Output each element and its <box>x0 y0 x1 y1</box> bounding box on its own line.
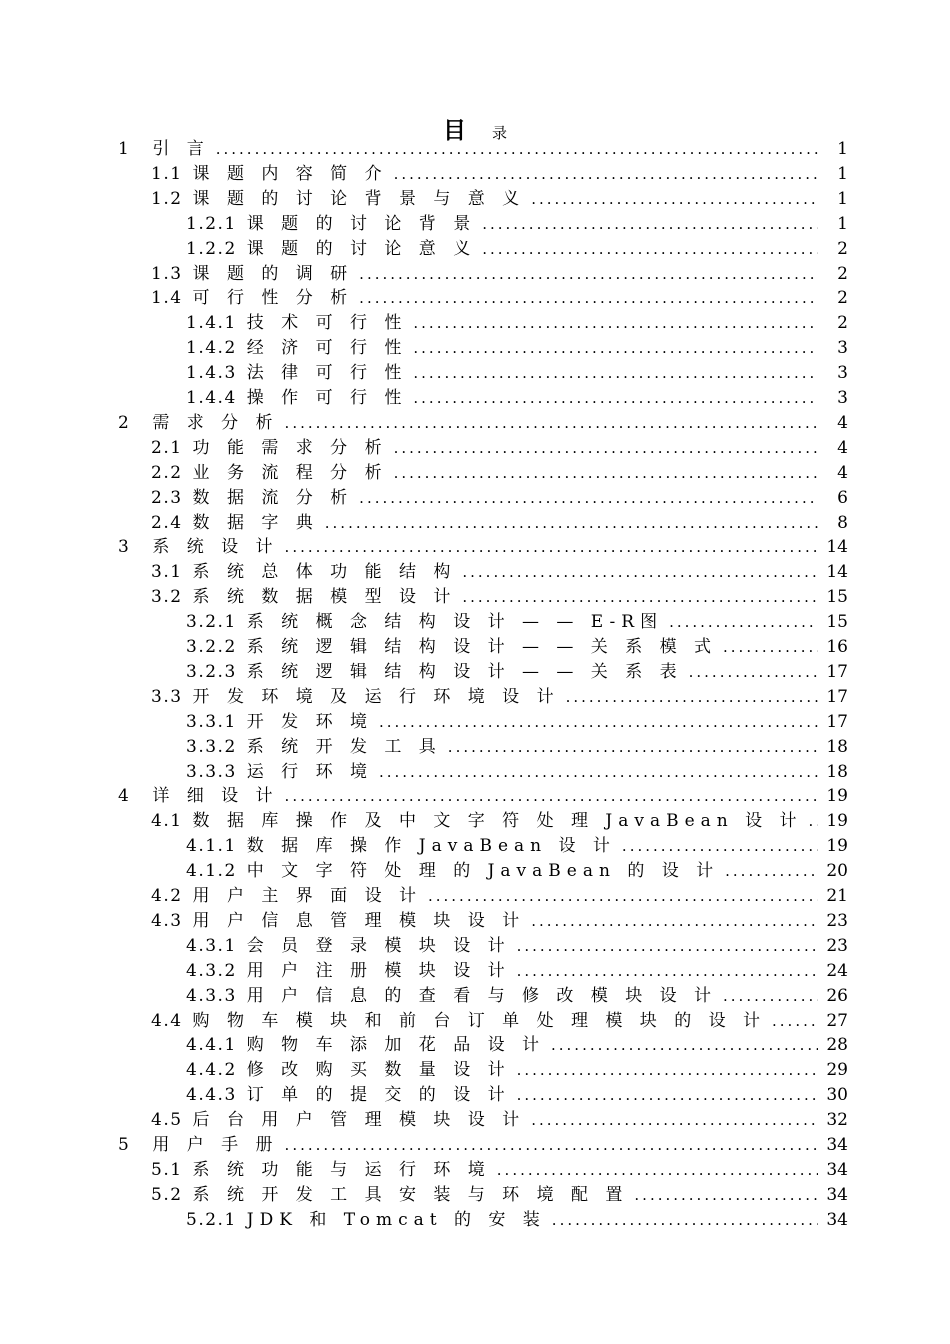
toc-entry[interactable] <box>186 660 848 685</box>
toc-entry-number: 2.4 <box>151 512 183 533</box>
toc-entry-title: 系 统 开 发 工 具 <box>246 736 442 757</box>
toc-entry-title: 数 据 库 操 作 JavaBean 设 计 <box>246 836 616 857</box>
toc-entry[interactable] <box>186 1083 848 1108</box>
toc-leader-dots <box>325 511 818 536</box>
toc-entry-page: 17 <box>826 661 848 682</box>
toc-leader-dots <box>462 585 818 610</box>
toc-entry-page: 17 <box>826 686 848 707</box>
toc-entry[interactable] <box>151 1183 848 1208</box>
toc-entry-number: 2 <box>118 412 131 433</box>
toc-leader-dots <box>379 760 818 785</box>
toc-entry-title: 系 统 功 能 与 运 行 环 境 <box>192 1159 491 1180</box>
toc-entry[interactable] <box>186 311 848 336</box>
toc-entry-number: 1.4.4 <box>186 388 237 408</box>
toc-entry-number: 4.4.3 <box>186 1085 237 1106</box>
toc-entry-number: 3.3 <box>151 686 183 707</box>
toc-entry-number: 4.1.1 <box>186 836 237 857</box>
toc-entry-number: 4.3.2 <box>186 960 237 981</box>
toc-leader-dots <box>531 187 818 212</box>
toc-entry-page: 15 <box>826 587 848 608</box>
toc-entry-title: 系 统 设 计 <box>152 537 279 558</box>
toc-entry[interactable] <box>151 486 848 511</box>
toc-entry-number: 4.5 <box>151 1110 183 1131</box>
toc-entry-number: 3.2 <box>151 587 183 608</box>
toc-entry-page: 2 <box>837 313 848 334</box>
toc-leader-dots <box>809 809 818 834</box>
toc-entry-number: 1 <box>118 139 131 159</box>
toc-leader-dots <box>517 934 818 959</box>
toc-entry[interactable] <box>186 212 848 237</box>
toc-entry-page: 1 <box>837 213 848 234</box>
toc-entry-page: 6 <box>837 487 848 508</box>
toc-entry-number: 3.2.2 <box>186 637 237 657</box>
toc-entry-title: 用 户 注 册 模 块 设 计 <box>246 960 511 981</box>
toc-entry-page: 27 <box>826 1010 848 1031</box>
toc-entry-title: 详 细 设 计 <box>152 786 279 807</box>
toc-entry[interactable] <box>186 735 848 760</box>
toc-leader-dots <box>285 411 818 436</box>
toc-leader-dots <box>566 685 818 710</box>
toc-entry-title: 课 题 的 讨 论 意 义 <box>246 238 477 259</box>
toc-entry[interactable] <box>186 386 848 411</box>
toc-entry-number: 5 <box>118 1135 131 1155</box>
toc-entry-page: 18 <box>826 736 848 757</box>
toc-entry-title: 开 发 环 境 及 运 行 环 境 设 计 <box>192 686 560 707</box>
toc-leader-dots <box>723 635 818 660</box>
toc-entry-number: 4.4.1 <box>186 1035 237 1056</box>
toc-entry-title: 系 统 开 发 工 具 安 装 与 环 境 配 置 <box>192 1184 629 1205</box>
toc-entry-number: 4.3.1 <box>186 935 237 956</box>
toc-entry-title: 购 物 车 模 块 和 前 台 订 单 处 理 模 块 的 设 计 <box>192 1010 767 1031</box>
toc-entry-number: 4.4.2 <box>186 1060 237 1081</box>
toc-entry-title: 业 务 流 程 分 析 <box>192 462 388 483</box>
toc-entry-number: 5.1 <box>151 1159 183 1180</box>
toc-entry-page: 19 <box>826 836 848 857</box>
toc-entry-number: 1.4 <box>151 288 183 309</box>
toc-entry-page: 4 <box>837 462 848 483</box>
toc-entry[interactable] <box>186 760 848 785</box>
toc-entry-page: 24 <box>826 960 848 981</box>
toc-entry-number: 3.3.2 <box>186 736 237 757</box>
toc-entry-title: 需 求 分 析 <box>152 412 279 433</box>
toc-entry-title: 课 题 内 容 简 介 <box>192 163 388 184</box>
toc-entry-page: 3 <box>837 363 848 384</box>
toc-entry[interactable] <box>186 1058 848 1083</box>
toc-leader-dots <box>359 286 818 311</box>
toc-leader-dots <box>394 461 818 486</box>
toc-entry[interactable] <box>118 137 848 162</box>
toc-entry-title: 修 改 购 买 数 量 设 计 <box>246 1060 511 1081</box>
toc-leader-dots <box>448 735 818 760</box>
toc-entry[interactable] <box>186 237 848 262</box>
toc-entry-number: 2.3 <box>151 487 183 508</box>
toc-entry-number: 3.2.3 <box>186 661 237 682</box>
toc-entry-page: 20 <box>826 861 848 882</box>
toc-entry-page: 18 <box>826 761 848 782</box>
toc-entry-title: 数 据 库 操 作 及 中 文 字 符 处 理 JavaBean 设 计 <box>192 811 803 832</box>
toc-leader-dots <box>531 1108 818 1133</box>
toc-leader-dots <box>482 212 818 237</box>
toc-entry-number: 4.2 <box>151 886 183 906</box>
toc-leader-dots <box>359 486 818 511</box>
toc-leader-dots <box>285 1133 818 1158</box>
toc-entry-page: 3 <box>837 338 848 359</box>
toc-entry-title: 法 律 可 行 性 <box>246 363 408 384</box>
toc-leader-dots <box>462 560 818 585</box>
toc-leader-dots <box>689 660 818 685</box>
toc-entry-title: 系 统 概 念 结 构 设 计 — — E-R图 <box>246 612 664 633</box>
toc-entry-number: 4.3.3 <box>186 985 237 1006</box>
toc-entry-page: 1 <box>837 188 848 209</box>
toc-entry-page: 23 <box>826 935 848 956</box>
toc-entry[interactable] <box>151 262 848 287</box>
toc-entry-page: 1 <box>837 163 848 184</box>
toc-entry[interactable] <box>151 685 848 710</box>
toc-entry[interactable] <box>186 361 848 386</box>
toc-entry-number: 2.2 <box>151 462 183 483</box>
toc-entry-title: JDK 和 Tomcat 的 安 装 <box>246 1209 546 1230</box>
toc-entry-title: 用 户 信 息 的 查 看 与 修 改 模 块 设 计 <box>246 985 718 1006</box>
toc-entry[interactable] <box>186 635 848 660</box>
toc-leader-dots <box>413 386 818 411</box>
toc-entry-page: 14 <box>826 562 848 583</box>
toc-leader-dots <box>394 436 818 461</box>
toc-entry-number: 4.4 <box>151 1010 183 1031</box>
toc-leader-dots <box>497 1158 818 1183</box>
toc-entry-page: 16 <box>826 637 848 657</box>
toc-entry-number: 4.1.2 <box>186 861 237 882</box>
toc-entry-title: 经 济 可 行 性 <box>246 338 408 359</box>
toc-entry[interactable] <box>151 461 848 486</box>
toc-leader-dots <box>723 984 818 1009</box>
toc-entry-number: 1.2.2 <box>186 238 237 259</box>
toc-entry-title: 用 户 信 息 管 理 模 块 设 计 <box>192 910 526 931</box>
toc-entry-number: 3 <box>118 537 131 558</box>
toc-leader-dots <box>482 237 818 262</box>
toc-entry-page: 1 <box>837 139 848 159</box>
toc-leader-dots <box>551 1033 818 1058</box>
toc-entry[interactable] <box>151 909 848 934</box>
toc-entry[interactable] <box>186 959 848 984</box>
toc-entry-number: 3.3.1 <box>186 711 237 732</box>
toc-leader-dots <box>669 610 818 635</box>
toc-entry-page: 28 <box>826 1035 848 1056</box>
toc-entry-title: 功 能 需 求 分 析 <box>192 437 388 458</box>
toc-entry[interactable] <box>151 809 848 834</box>
toc-entry-title: 技 术 可 行 性 <box>246 313 408 334</box>
toc-entry-title: 课 题 的 讨 论 背 景 <box>246 213 477 234</box>
toc-entry-title: 系 统 数 据 模 型 设 计 <box>192 587 457 608</box>
toc-leader-dots <box>552 1208 818 1233</box>
toc-entry-title: 中 文 字 符 处 理 的 JavaBean 的 设 计 <box>246 861 720 882</box>
toc-entry-page: 34 <box>826 1135 848 1155</box>
toc-leader-dots <box>285 784 818 809</box>
toc-leader-dots <box>285 535 818 560</box>
toc-entry-title: 系 统 总 体 功 能 结 构 <box>192 562 457 583</box>
toc-entry-title: 课 题 的 调 研 <box>192 263 354 284</box>
toc-entry-number: 3.3.3 <box>186 761 237 782</box>
toc-entry[interactable] <box>151 187 848 212</box>
toc-entry-number: 1.2.1 <box>186 213 237 234</box>
toc-entry-title: 数 据 字 典 <box>192 512 319 533</box>
toc-entry[interactable] <box>151 286 848 311</box>
toc-entry[interactable] <box>151 585 848 610</box>
toc-leader-dots <box>428 884 818 909</box>
toc-entry-title: 用 户 主 界 面 设 计 <box>192 886 422 906</box>
toc-entry-page: 3 <box>837 388 848 408</box>
toc-entry[interactable] <box>118 1133 848 1158</box>
toc-entry[interactable] <box>186 834 848 859</box>
toc-leader-dots <box>413 336 818 361</box>
toc-entry[interactable] <box>186 1208 848 1233</box>
toc-entry[interactable] <box>151 560 848 585</box>
toc-entry-title: 运 行 环 境 <box>246 761 373 782</box>
toc-entry-title: 会 员 登 录 模 块 设 计 <box>246 935 511 956</box>
toc-entry-number: 4.1 <box>151 811 183 832</box>
toc-leader-dots <box>413 311 818 336</box>
toc-leader-dots <box>379 710 818 735</box>
toc-entry-title: 后 台 用 户 管 理 模 块 设 计 <box>192 1110 526 1131</box>
toc-entry-number: 1.4.1 <box>186 313 237 334</box>
toc-entry[interactable] <box>151 884 848 909</box>
toc-entry[interactable] <box>151 1108 848 1133</box>
toc-entry-page: 19 <box>826 811 848 832</box>
toc-heading-main: 目 <box>442 117 466 144</box>
toc-entry[interactable] <box>186 984 848 1009</box>
toc-entry-page: 8 <box>837 512 848 533</box>
toc-entry-page: 14 <box>826 537 848 558</box>
toc-leader-dots <box>772 1009 818 1034</box>
toc-entry[interactable] <box>151 511 848 536</box>
toc-entry-number: 1.3 <box>151 263 183 284</box>
toc-entry[interactable] <box>186 710 848 735</box>
toc-entry-title: 操 作 可 行 性 <box>246 388 408 408</box>
toc-heading-sub: 录 <box>491 124 507 142</box>
toc-entry[interactable] <box>186 610 848 635</box>
toc-entry-number: 5.2.1 <box>186 1209 237 1230</box>
toc-entry[interactable] <box>151 1158 848 1183</box>
toc-leader-dots <box>531 909 818 934</box>
toc-entry-page: 26 <box>826 985 848 1006</box>
toc-entry-title: 系 统 逻 辑 结 构 设 计 — — 关 系 模 式 <box>246 637 718 657</box>
toc-entry-number: 3.1 <box>151 562 183 583</box>
toc-entry-page: 30 <box>826 1085 848 1106</box>
toc-entry[interactable] <box>186 934 848 959</box>
toc-entry[interactable] <box>118 411 848 436</box>
toc-entry[interactable] <box>186 336 848 361</box>
toc-entry[interactable] <box>151 1009 848 1034</box>
toc-entry-title: 订 单 的 提 交 的 设 计 <box>246 1085 511 1106</box>
toc-leader-dots <box>517 959 818 984</box>
toc-entry-page: 2 <box>837 288 848 309</box>
toc-entry-page: 32 <box>826 1110 848 1131</box>
toc-entry-title: 用 户 手 册 <box>152 1135 279 1155</box>
toc-leader-dots <box>634 1183 818 1208</box>
toc-entry-title: 引 言 <box>152 139 210 159</box>
toc-entry[interactable] <box>118 535 848 560</box>
toc-entry-number: 1.4.3 <box>186 363 237 384</box>
toc-entry-page: 29 <box>826 1060 848 1081</box>
toc-entry-number: 1.2 <box>151 188 183 209</box>
toc-entry-page: 34 <box>826 1209 848 1230</box>
toc-entry-page: 34 <box>826 1184 848 1205</box>
toc-entry-page: 15 <box>826 612 848 633</box>
toc-entry-page: 23 <box>826 910 848 931</box>
toc-entry-page: 4 <box>837 412 848 433</box>
toc-entry[interactable] <box>151 436 848 461</box>
toc-leader-dots <box>359 262 818 287</box>
toc-entry[interactable] <box>118 784 848 809</box>
toc-leader-dots <box>394 162 818 187</box>
toc-leader-dots <box>725 859 818 884</box>
toc-leader-dots <box>622 834 818 859</box>
toc-entry-page: 19 <box>826 786 848 807</box>
toc-entry-page: 17 <box>826 711 848 732</box>
toc-entry-number: 2.1 <box>151 437 183 458</box>
toc-entry[interactable] <box>186 1033 848 1058</box>
toc-leader-dots <box>517 1083 818 1108</box>
toc-leader-dots <box>216 137 818 162</box>
toc-entry-page: 2 <box>837 238 848 259</box>
toc-leader-dots <box>413 361 818 386</box>
toc-entry-number: 4.3 <box>151 910 183 931</box>
toc-entry-page: 21 <box>826 886 848 906</box>
toc-entry-title: 系 统 逻 辑 结 构 设 计 — — 关 系 表 <box>246 661 683 682</box>
toc-entry-page: 34 <box>826 1159 848 1180</box>
toc-leader-dots <box>517 1058 818 1083</box>
toc-entry-number: 1.4.2 <box>186 338 237 359</box>
toc-entry[interactable] <box>186 859 848 884</box>
toc-entry-number: 5.2 <box>151 1184 183 1205</box>
toc-entry-page: 2 <box>837 263 848 284</box>
toc-entry-title: 购 物 车 添 加 花 品 设 计 <box>246 1035 545 1056</box>
toc-entry-title: 数 据 流 分 析 <box>192 487 354 508</box>
toc-entry-title: 可 行 性 分 析 <box>192 288 354 309</box>
toc-entry-title: 课 题 的 讨 论 背 景 与 意 义 <box>192 188 526 209</box>
toc-entry-title: 开 发 环 境 <box>246 711 373 732</box>
toc-entry[interactable] <box>151 162 848 187</box>
toc-entry-number: 3.2.1 <box>186 612 237 633</box>
toc-entry-number: 4 <box>118 786 131 807</box>
toc-entry-page: 4 <box>837 437 848 458</box>
toc-entry-number: 1.1 <box>151 163 183 184</box>
